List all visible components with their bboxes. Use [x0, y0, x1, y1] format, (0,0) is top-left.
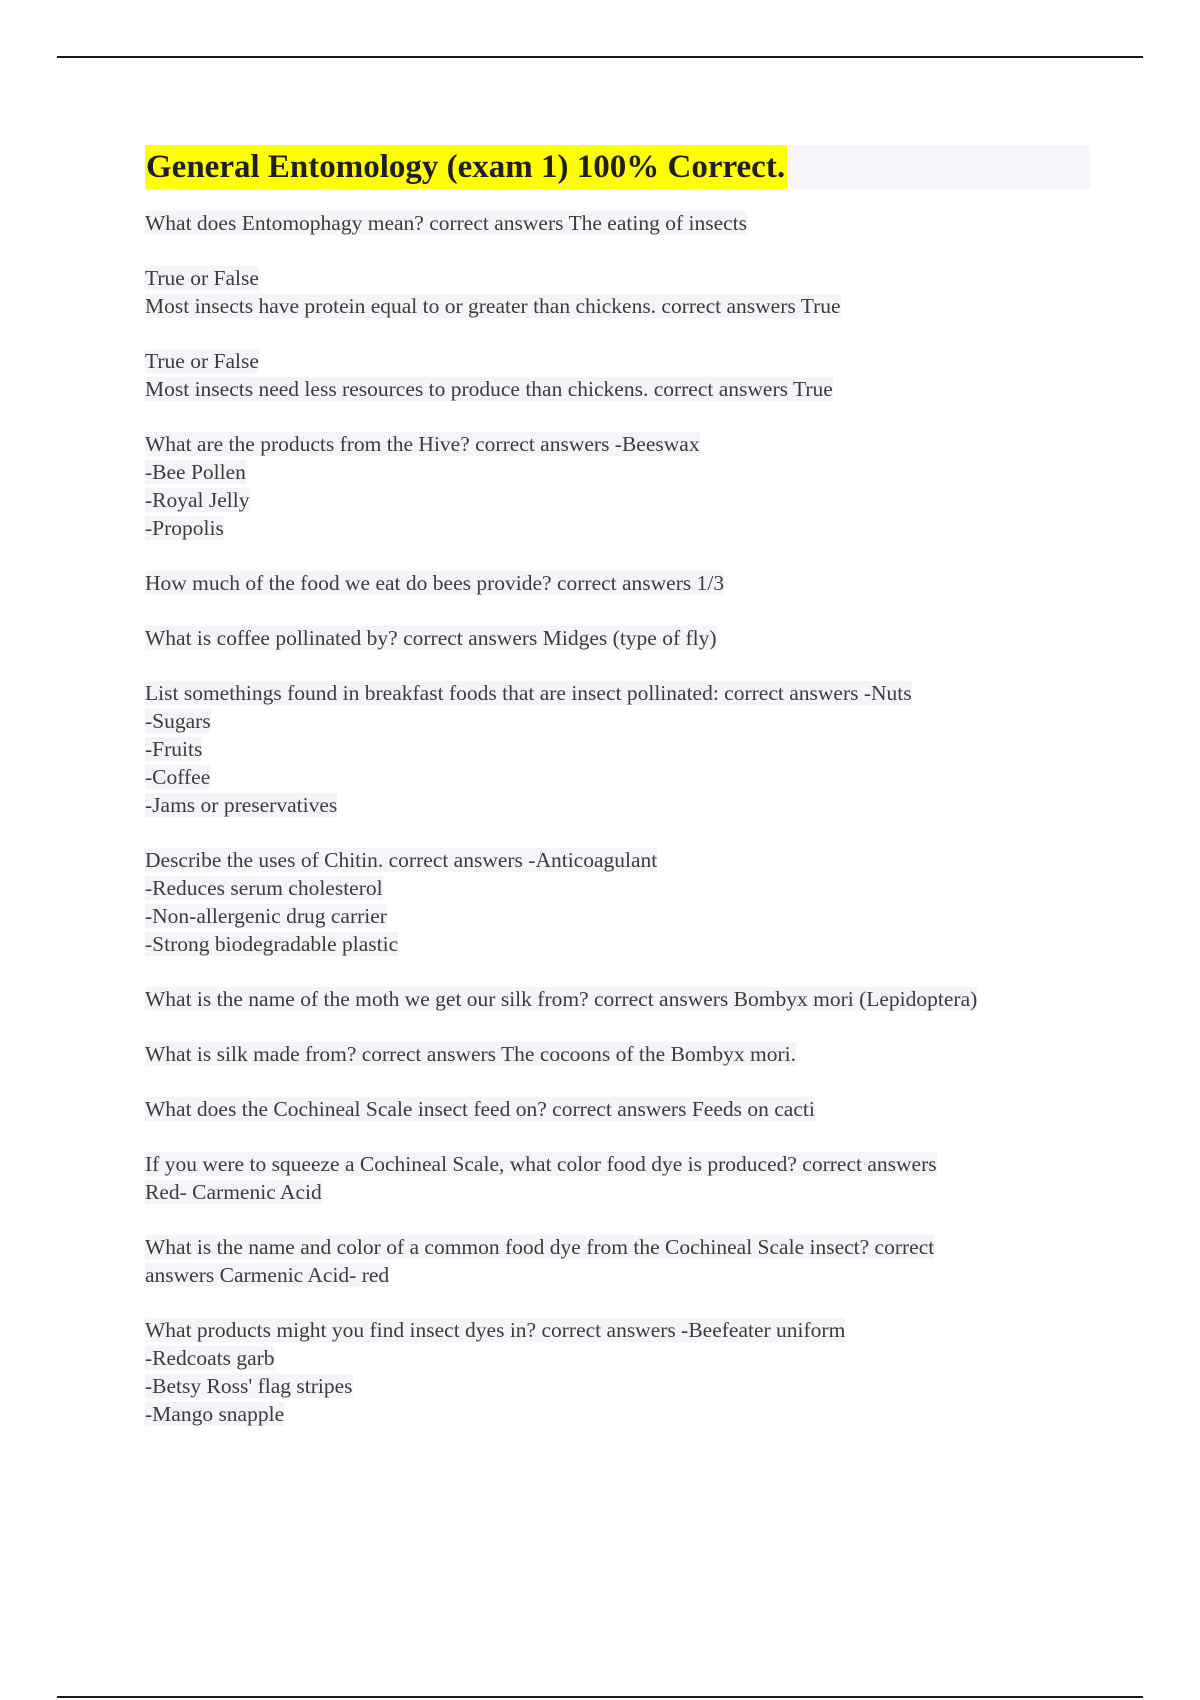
qa-item: [145, 679, 1090, 819]
qa-line-text: -Betsy Ross' flag stripes: [145, 1374, 353, 1398]
qa-line-text: Describe the uses of Chitin. correct answers -Anticoagulant: [145, 848, 658, 872]
qa-line-text: How much of the food we eat do bees provide? correct answers 1/3: [145, 571, 725, 595]
qa-line: [145, 1040, 1090, 1068]
qa-line: [145, 735, 1090, 763]
qa-line: [145, 347, 1090, 375]
qa-line-text: Red- Carmenic Acid: [145, 1180, 322, 1204]
qa-line: [145, 874, 1090, 902]
qa-line: [145, 486, 1090, 514]
qa-line: [145, 1233, 1090, 1261]
qa-line: [145, 707, 1090, 735]
qa-item: [145, 1150, 1090, 1206]
qa-line: [145, 1316, 1090, 1344]
qa-line: [145, 569, 1090, 597]
document-title: General Entomology (exam 1) 100% Correct.: [145, 145, 787, 189]
qa-line-text: What is silk made from? correct answers The cocoons of the Bombyx mori.: [145, 1042, 796, 1066]
qa-line-text: True or False: [145, 349, 259, 373]
qa-line: [145, 1261, 1090, 1289]
qa-line-text: answers Carmenic Acid- red: [145, 1263, 390, 1287]
qa-line: [145, 430, 1090, 458]
qa-line: [145, 930, 1090, 958]
qa-line: [145, 292, 1090, 320]
qa-line-text: -Non-allergenic drug carrier: [145, 904, 387, 928]
qa-line: [145, 209, 1090, 237]
qa-line-text: -Bee Pollen: [145, 460, 246, 484]
qa-item: [145, 1316, 1090, 1428]
qa-line-text: -Jams or preservatives: [145, 793, 338, 817]
qa-line-text: -Coffee: [145, 765, 211, 789]
qa-item: [145, 1095, 1090, 1123]
qa-line-text: What does Entomophagy mean? correct answers The eating of insects: [145, 211, 747, 235]
qa-line-text: What are the products from the Hive? correct answers -Beeswax: [145, 432, 700, 456]
qa-line: [145, 514, 1090, 542]
qa-line-text: -Mango snapple: [145, 1402, 285, 1426]
qa-line-text: -Fruits: [145, 737, 203, 761]
qa-item: [145, 209, 1090, 237]
qa-line-text: -Strong biodegradable plastic: [145, 932, 399, 956]
qa-line-text: What products might you find insect dyes in? correct answers -Beefeater uniform: [145, 1318, 846, 1342]
document-body: [145, 145, 1090, 1455]
qa-line-text: What is the name of the moth we get our silk from? correct answers Bombyx mori (Lepidoptera): [145, 987, 978, 1011]
qa-line: [145, 458, 1090, 486]
qa-line-text: True or False: [145, 266, 259, 290]
qa-line-text: If you were to squeeze a Cochineal Scale, what color food dye is produced? correct answers: [145, 1152, 937, 1176]
qa-line-text: Most insects have protein equal to or greater than chickens. correct answers True: [145, 294, 841, 318]
qa-item: [145, 264, 1090, 320]
qa-line-text: -Sugars: [145, 709, 211, 733]
qa-item: [145, 347, 1090, 403]
qa-line: [145, 902, 1090, 930]
title-band: [145, 145, 1090, 189]
qa-line: [145, 1344, 1090, 1372]
qa-line-text: Most insects need less resources to produce than chickens. correct answers True: [145, 377, 833, 401]
qa-line: [145, 1372, 1090, 1400]
qa-line-text: What is coffee pollinated by? correct answers Midges (type of fly): [145, 626, 717, 650]
qa-item: [145, 985, 1090, 1013]
qa-line-text: What is the name and color of a common food dye from the Cochineal Scale insect? correct: [145, 1235, 935, 1259]
qa-item: [145, 846, 1090, 958]
qa-line: [145, 791, 1090, 819]
qa-line: [145, 1095, 1090, 1123]
qa-line: [145, 679, 1090, 707]
qa-line-text: -Redcoats garb: [145, 1346, 275, 1370]
qa-line: [145, 763, 1090, 791]
qa-item: [145, 569, 1090, 597]
qa-line: [145, 264, 1090, 292]
top-rule: [57, 56, 1143, 58]
qa-item: [145, 430, 1090, 542]
qa-line-text: What does the Cochineal Scale insect feed on? correct answers Feeds on cacti: [145, 1097, 815, 1121]
qa-line-text: -Royal Jelly: [145, 488, 250, 512]
qa-list: [145, 209, 1090, 1428]
qa-item: [145, 624, 1090, 652]
qa-line: [145, 985, 1090, 1013]
qa-item: [145, 1233, 1090, 1289]
qa-line: [145, 624, 1090, 652]
qa-line: [145, 1178, 1090, 1206]
qa-line-text: -Reduces serum cholesterol: [145, 876, 383, 900]
bottom-rule: [57, 1696, 1143, 1698]
qa-line: [145, 846, 1090, 874]
qa-line: [145, 1150, 1090, 1178]
qa-line: [145, 375, 1090, 403]
qa-item: [145, 1040, 1090, 1068]
qa-line: [145, 1400, 1090, 1428]
qa-line-text: List somethings found in breakfast foods that are insect pollinated: correct answers -Nuts: [145, 681, 912, 705]
qa-line-text: -Propolis: [145, 516, 224, 540]
